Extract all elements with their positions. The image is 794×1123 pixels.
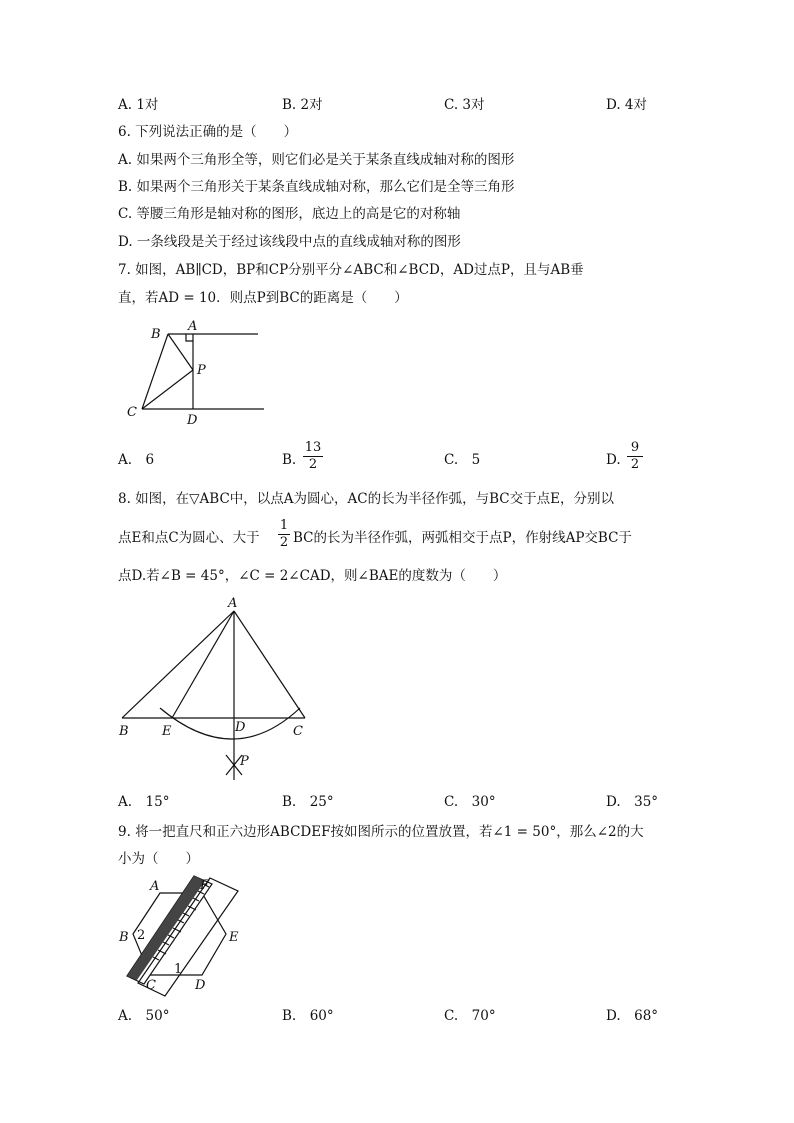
q8-half-den: 2 xyxy=(279,535,289,550)
q7-option-d-den: 2 xyxy=(630,457,640,472)
q6-stem: 6. 下列说法正确的是（ ） xyxy=(118,124,298,140)
q8-option-c: C. 30° xyxy=(444,794,496,810)
q5-option-a: A. 1对 xyxy=(118,97,159,113)
q9-stem-line1: 9. 将一把直尺和正六边形ABCDEF按如图所示的位置放置，若∠1 = 50°，那么∠2的大 xyxy=(118,824,644,840)
q7-option-b-prefix: B. xyxy=(282,452,297,468)
q9-label-f: F xyxy=(200,878,210,893)
q8-stem-line2-pre: 点E和点C为圆心、大于 xyxy=(118,530,260,546)
q6-option-a: A. 如果两个三角形全等，则它们必是关于某条直线成轴对称的图形 xyxy=(118,152,515,168)
q7-stem-line1: 7. 如图，AB∥CD，BP和CP分别平分∠ABC和∠BCD，AD过点P，且与AB垂 xyxy=(118,262,584,278)
q8-label-b: B xyxy=(119,724,129,739)
q9-angle-2: 2 xyxy=(137,928,146,943)
q8-stem-line1: 8. 如图，在▽ABC中，以点A为圆心，AC的长为半径作弧，与BC交于点E，分别以 xyxy=(118,491,614,507)
q7-stem-line2: 直，若AD = 10．则点P到BC的距离是（ ） xyxy=(118,290,408,306)
q8-option-a: A. 15° xyxy=(118,794,170,810)
q7-option-b-den: 2 xyxy=(308,457,318,472)
q8-label-a: A xyxy=(228,596,238,611)
q9-label-b: B xyxy=(119,930,129,945)
q7-label-d: D xyxy=(187,413,198,428)
q7-label-b: B xyxy=(151,327,161,342)
q8-half-num: 1 xyxy=(279,518,289,533)
q9-label-a: A xyxy=(150,879,160,894)
q8-label-p: P xyxy=(240,754,249,769)
q9-label-c: C xyxy=(146,978,156,993)
q8-stem-line3: 点D.若∠B = 45°，∠C = 2∠CAD，则∠BAE的度数为（ ） xyxy=(118,568,507,584)
q7-option-b-num: 13 xyxy=(304,440,322,455)
q7-label-a: A xyxy=(188,319,198,334)
q8-label-d: D xyxy=(235,720,246,735)
q9-option-b: B. 60° xyxy=(282,1008,334,1024)
q8-option-b: B. 25° xyxy=(282,794,334,810)
q8-label-c: C xyxy=(293,724,303,739)
q8-option-d: D. 35° xyxy=(606,794,659,810)
q9-label-d: D xyxy=(195,978,206,993)
q5-option-b: B. 2对 xyxy=(282,97,323,113)
q8-stem-line2-post: BC的长为半径作弧，两弧相交于点P，作射线AP交BC于 xyxy=(293,530,632,546)
q9-option-a: A. 50° xyxy=(118,1008,170,1024)
q5-option-c: C. 3对 xyxy=(444,97,485,113)
q9-label-e: E xyxy=(229,930,239,945)
q9-angle-1: 1 xyxy=(174,962,183,977)
q9-stem-line2: 小为（ ） xyxy=(118,851,199,867)
q7-label-c: C xyxy=(127,405,137,420)
q5-option-d: D. 4对 xyxy=(606,97,648,113)
q9-option-d: D. 68° xyxy=(606,1008,659,1024)
q7-option-c: C. 5 xyxy=(444,452,481,468)
q7-option-d-num: 9 xyxy=(627,441,643,457)
q6-option-d: D. 一条线段是关于经过该线段中点的直线成轴对称的图形 xyxy=(118,234,461,250)
q7-label-p: P xyxy=(197,363,206,378)
q7-option-a: A. 6 xyxy=(118,452,155,468)
q8-label-e: E xyxy=(162,724,172,739)
q7-option-d-prefix: D. xyxy=(606,452,621,468)
q6-option-b: B. 如果两个三角形关于某条直线成轴对称，那么它们是全等三角形 xyxy=(118,179,515,195)
q9-option-c: C. 70° xyxy=(444,1008,496,1024)
q6-option-c: C. 等腰三角形是轴对称的图形，底边上的高是它的对称轴 xyxy=(118,206,461,222)
